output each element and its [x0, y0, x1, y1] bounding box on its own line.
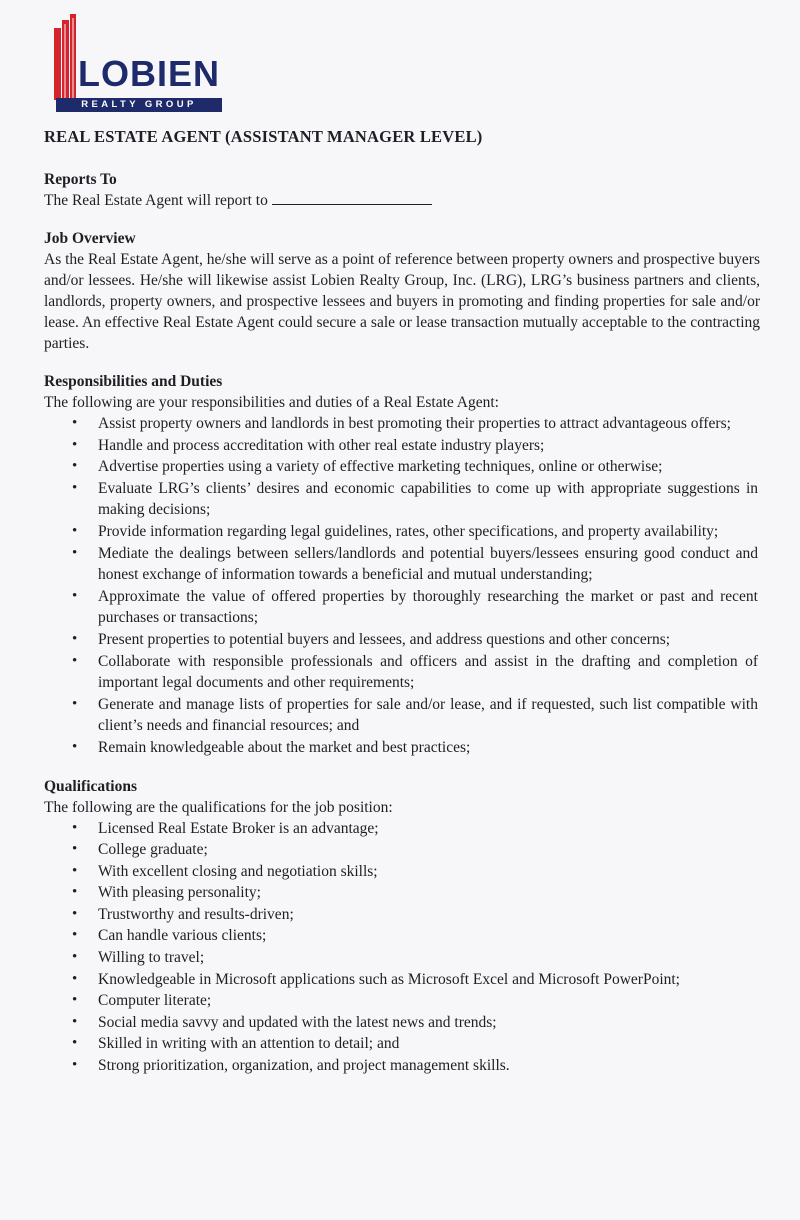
- list-item-text: Mediate the dealings between sellers/landlords and potential buyers/lessees ensuring good conduct and honest exchange of information towards a beneficial and mutual understanding;: [98, 544, 758, 584]
- list-item-text: Willing to travel;: [98, 949, 205, 967]
- bullet-icon: •: [72, 1035, 78, 1052]
- reports-to-heading: Reports To: [44, 171, 117, 188]
- list-item-text: With pleasing personality;: [98, 884, 261, 902]
- list-item: [44, 629, 760, 651]
- bullet-icon: •: [72, 479, 78, 496]
- list-item: [44, 413, 760, 435]
- job-overview-text: As the Real Estate Agent, he/she will serve as a point of reference between property owners and prospective buyers and/or lessees. He/she will likewise assist Lobien Realty Group, Inc. (LRG), LRG’s business partners and clients, landlords, property owners, and prospective lessees and buyers in promoting and finding properties for sale and/or lease. An effective Real Estate Agent could secure a sale or lease transaction mutually acceptable to the contracting parties.: [44, 251, 760, 352]
- list-item: [44, 1012, 760, 1034]
- list-item-text: Knowledgeable in Microsoft applications such as Microsoft Excel and Microsoft PowerPoint;: [98, 970, 680, 988]
- list-item-text: Assist property owners and landlords in best promoting their properties to attract advantageous offers;: [98, 415, 731, 432]
- bullet-icon: •: [72, 436, 78, 453]
- bullet-icon: •: [72, 587, 78, 604]
- qualifications-section: [44, 777, 760, 1077]
- list-item: [44, 969, 760, 991]
- responsibilities-list: [44, 413, 760, 759]
- list-item-text: Licensed Real Estate Broker is an advantage;: [98, 819, 379, 837]
- responsibilities-section: [44, 372, 760, 759]
- list-item: [44, 651, 760, 694]
- list-item-text: With excellent closing and negotiation skills;: [98, 862, 378, 880]
- list-item-text: Evaluate LRG’s clients’ desires and economic capabilities to come up with appropriate suggestions in making decisions;: [98, 479, 758, 519]
- list-item: [44, 586, 760, 629]
- list-item: [44, 925, 760, 947]
- qualifications-heading: Qualifications: [44, 777, 138, 795]
- list-item: [44, 818, 760, 840]
- bullet-icon: •: [72, 970, 78, 987]
- bullet-icon: •: [72, 841, 78, 858]
- list-item-text: Can handle various clients;: [98, 927, 267, 945]
- responsibilities-heading: Responsibilities and Duties: [44, 373, 223, 390]
- reports-to-blank-line: [272, 190, 432, 205]
- bullet-icon: •: [72, 992, 78, 1009]
- qualifications-intro: The following are the qualifications for the job position:: [44, 798, 393, 816]
- list-item: [44, 543, 760, 586]
- list-item: [44, 839, 760, 861]
- job-overview-heading: Job Overview: [44, 230, 136, 247]
- reports-to-text: The Real Estate Agent will report to: [44, 192, 268, 209]
- bullet-icon: •: [72, 949, 78, 966]
- bullet-icon: •: [72, 652, 78, 669]
- company-logo: [52, 14, 228, 110]
- bullet-icon: •: [72, 695, 78, 712]
- list-item: [44, 861, 760, 883]
- list-item-text: Computer literate;: [98, 992, 212, 1010]
- bullet-icon: •: [72, 1013, 78, 1030]
- bullet-icon: •: [72, 927, 78, 944]
- document-title: REAL ESTATE AGENT (ASSISTANT MANAGER LEVEL): [44, 127, 483, 146]
- list-item-text: Generate and manage lists of properties for sale and/or lease, and if requested, such list compatible with client’s needs and financial resources; and: [98, 695, 758, 735]
- list-item: [44, 478, 760, 521]
- bullet-icon: •: [72, 862, 78, 879]
- list-item-text: Provide information regarding legal guidelines, rates, other specifications, and property availability;: [98, 522, 719, 540]
- reports-to-section: [44, 170, 760, 211]
- logo-tagline: REALTY GROUP: [56, 98, 222, 112]
- bullet-icon: •: [72, 819, 78, 836]
- list-item: [44, 521, 760, 543]
- document-body: [44, 126, 760, 1095]
- reports-to-line: [44, 190, 760, 211]
- list-item-text: Advertise properties using a variety of effective marketing techniques, online or otherwise;: [98, 458, 663, 476]
- bullet-icon: •: [72, 1057, 78, 1074]
- job-overview-section: [44, 229, 760, 354]
- bullet-icon: •: [72, 415, 78, 431]
- list-item-text: Trustworthy and results-driven;: [98, 905, 294, 923]
- list-item-text: Social media savvy and updated with the latest news and trends;: [98, 1013, 497, 1031]
- bullet-icon: •: [72, 884, 78, 901]
- list-item-text: Approximate the value of offered properties by thoroughly researching the market or past and recent purchases or transactions;: [98, 587, 758, 627]
- list-item: [44, 456, 760, 478]
- list-item-text: Remain knowledgeable about the market and best practices;: [98, 738, 471, 756]
- list-item: [44, 1033, 760, 1055]
- bullet-icon: •: [72, 738, 78, 755]
- list-item-text: Strong prioritization, organization, and project management skills.: [98, 1057, 510, 1075]
- list-item: [44, 435, 760, 457]
- list-item: [44, 737, 760, 759]
- list-item: [44, 904, 760, 926]
- list-item-text: Handle and process accreditation with other real estate industry players;: [98, 436, 545, 454]
- logo-wordmark: LOBIEN: [78, 53, 221, 94]
- list-item: [44, 947, 760, 969]
- bullet-icon: •: [72, 458, 78, 475]
- list-item-text: Collaborate with responsible professionals and officers and assist in the drafting and completion of important legal documents and other requirements;: [98, 652, 758, 692]
- bullet-icon: •: [72, 544, 78, 561]
- list-item-text: Skilled in writing with an attention to detail; and: [98, 1035, 400, 1053]
- bullet-icon: •: [72, 630, 78, 647]
- list-item: [44, 694, 760, 737]
- list-item-text: College graduate;: [98, 841, 208, 859]
- list-item: [44, 1055, 760, 1077]
- bullet-icon: •: [72, 905, 78, 922]
- list-item-text: Present properties to potential buyers and lessees, and address questions and other concerns;: [98, 630, 671, 648]
- list-item: [44, 990, 760, 1012]
- responsibilities-intro: The following are your responsibilities and duties of a Real Estate Agent:: [44, 394, 499, 411]
- bullet-icon: •: [72, 522, 78, 539]
- list-item: [44, 882, 760, 904]
- qualifications-list: [44, 818, 760, 1077]
